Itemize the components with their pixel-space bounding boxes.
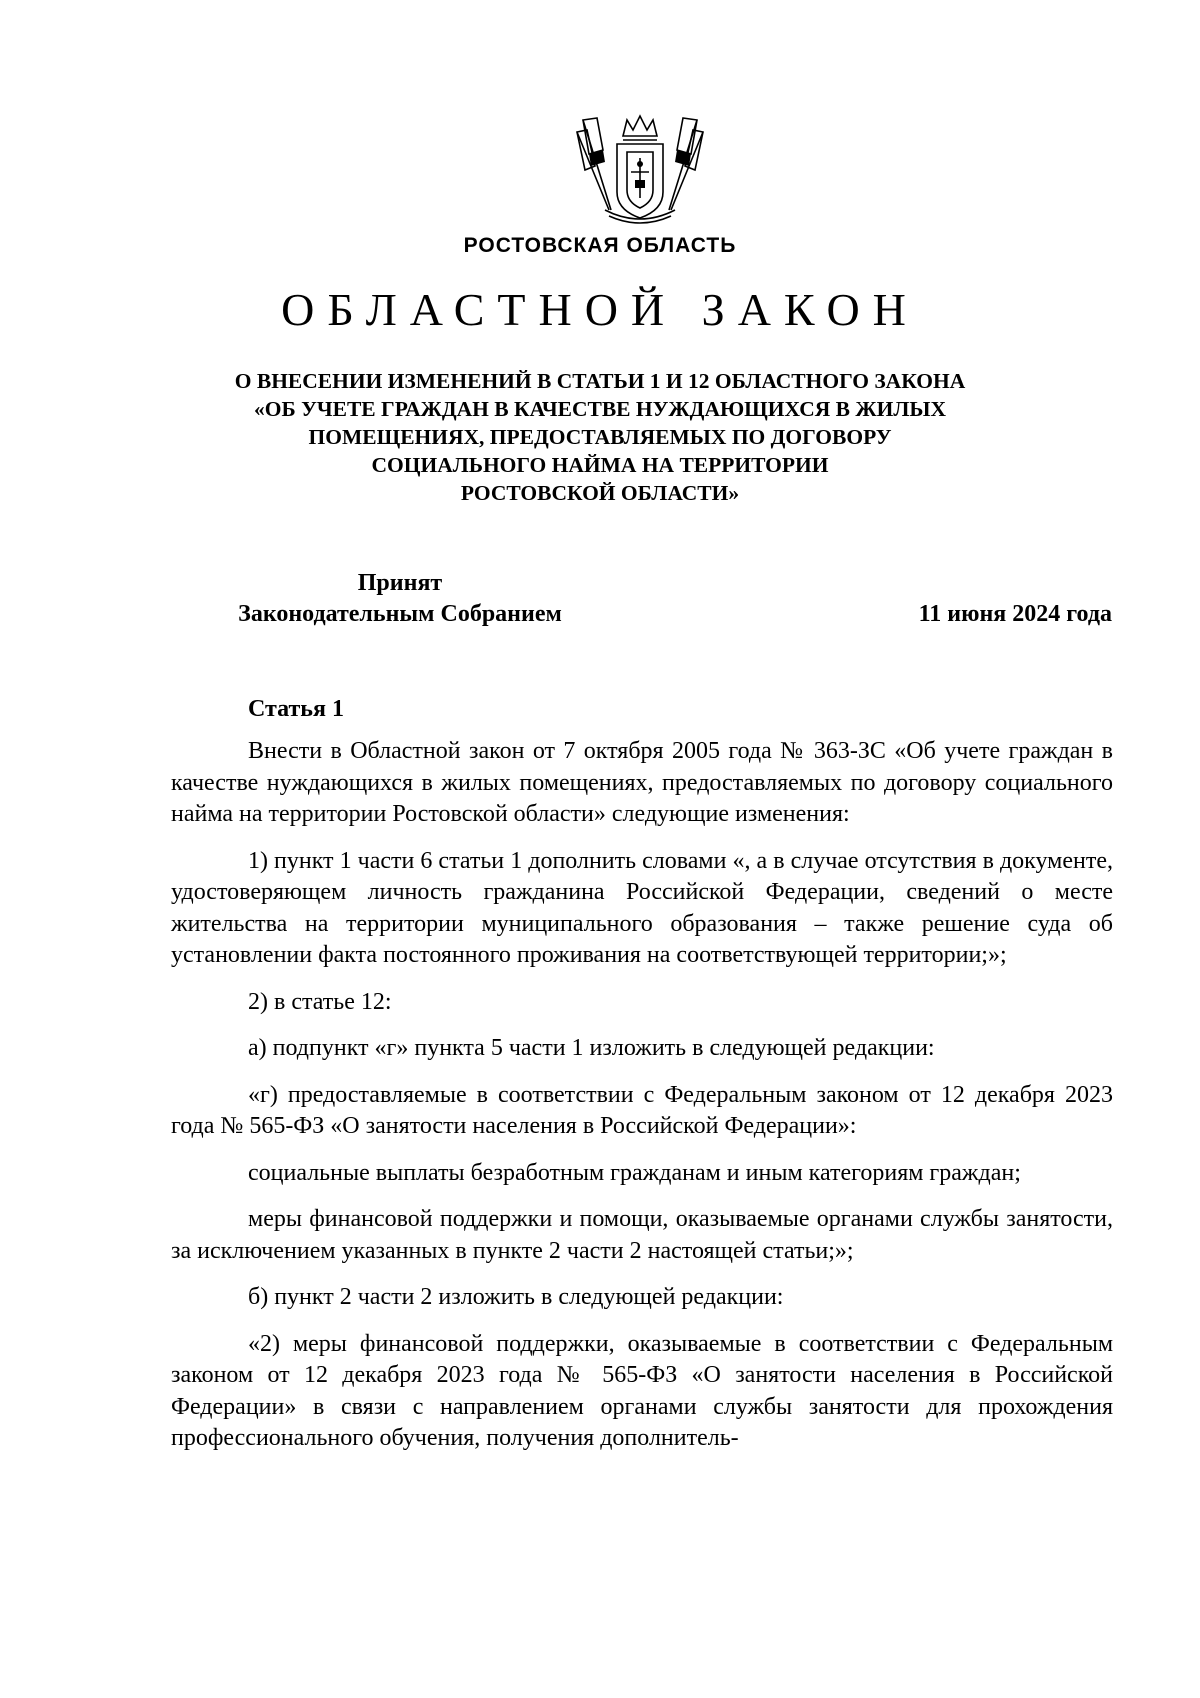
law-title-line: РОСТОВСКОЙ ОБЛАСТИ» bbox=[460, 481, 740, 505]
paragraph: «2) меры финансовой поддержки, оказываемые в соответствии с Федеральным законом от 12 декабря 2023 года № 565-ФЗ «О занятости населения в Российской Федерации» в связи с направлением органами службы занятости для прохождения профессионального обучения, получения дополнитель- bbox=[171, 1330, 1113, 1451]
article-body bbox=[171, 736, 1113, 1470]
paragraph: 1) пункт 1 части 6 статьи 1 дополнить словами «, а в случае отсутствия в документе, удостоверяющем личность гражданина Российской Федерации, сведений о месте жительства на территории муниципального образования – также решение суда об установлении факта постоянного проживания на соответствующей территории;»; bbox=[171, 847, 1113, 968]
article-heading: Статья 1 bbox=[248, 696, 344, 722]
law-title-line: ПОМЕЩЕНИЯХ, ПРЕДОСТАВЛЯЕМЫХ ПО ДОГОВОРУ bbox=[308, 425, 892, 449]
law-title-line: СОЦИАЛЬНОГО НАЙМА НА ТЕРРИТОРИИ bbox=[371, 453, 829, 477]
paragraph: «г) предоставляемые в соответствии с Федеральным законом от 12 декабря 2023 года № 565-ФЗ «О занятости населения в Российской Федерации»: bbox=[171, 1081, 1113, 1139]
law-title-line: «ОБ УЧЕТЕ ГРАЖДАН В КАЧЕСТВЕ НУЖДАЮЩИХСЯ В ЖИЛЫХ bbox=[254, 397, 946, 421]
region-name: РОСТОВСКАЯ ОБЛАСТЬ bbox=[463, 234, 737, 257]
paragraph: а) подпункт «г» пункта 5 части 1 изложить в следующей редакции: bbox=[248, 1035, 935, 1061]
paragraph: б) пункт 2 части 2 изложить в следующей редакции: bbox=[248, 1284, 784, 1310]
paragraph: социальные выплаты безработным гражданам и иным категориям граждан; bbox=[248, 1159, 1021, 1186]
paragraph: меры финансовой поддержки и помощи, оказываемые органами службы занятости, за исключением указанных в пункте 2 части 2 настоящей статьи;»; bbox=[171, 1206, 1113, 1264]
paragraph: 2) в статье 12: bbox=[248, 988, 392, 1015]
adoption-info bbox=[175, 568, 625, 630]
document-type: ОБЛАСТНОЙ ЗАКОН bbox=[281, 284, 919, 335]
adoption-body: Законодательным Собранием bbox=[238, 601, 562, 627]
coat-of-arms-icon bbox=[575, 110, 705, 228]
law-title-line: О ВНЕСЕНИИ ИЗМЕНЕНИЙ В СТАТЬИ 1 И 12 ОБЛАСТНОГО ЗАКОНА bbox=[234, 369, 966, 393]
law-title bbox=[170, 367, 1030, 507]
adoption-label: Принят bbox=[357, 570, 443, 596]
adoption-date: 11 июня 2024 года bbox=[918, 601, 1112, 627]
paragraph: Внести в Областной закон от 7 октября 2005 года № 363-ЗС «Об учете граждан в качестве нуждающихся в жилых помещениях, предоставляемых по договору социального найма на территории Ростовской области» следующие изменения: bbox=[171, 738, 1113, 827]
